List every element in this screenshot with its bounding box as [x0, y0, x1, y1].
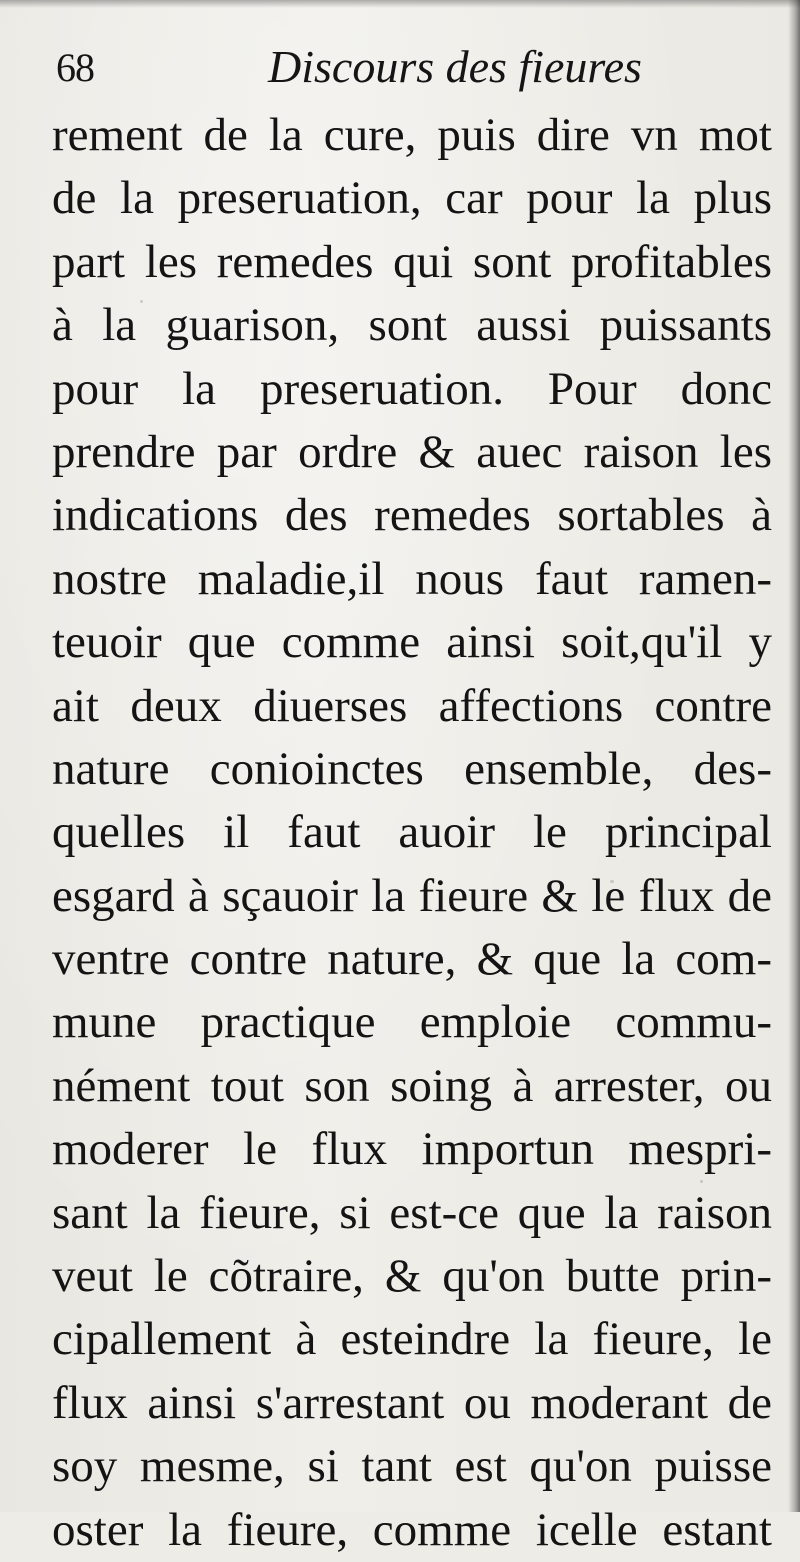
- text-line: soy mesme, si tant est qu'on puisse: [52, 1440, 772, 1493]
- text-line: pour la preseruation. Pour donc: [52, 362, 772, 415]
- text-line: nature conioinctes ensemble, des-: [52, 742, 772, 795]
- text-line: flux ainsi s'arrestant ou moderant de: [52, 1376, 772, 1429]
- text-line: nément tout son soing à arrester, ou: [52, 1059, 772, 1112]
- text-line: nostre maladie,il nous faut ramen-: [52, 552, 772, 605]
- text-line: ait deux diuerses affections contre: [52, 679, 772, 732]
- text-line: esgard à sçauoir la fieure & le flux de: [52, 869, 772, 922]
- running-title: Discours des fieures: [268, 41, 642, 92]
- text-line: veut le cõtraire, & qu'on butte prin-: [52, 1250, 772, 1303]
- page-top-shadow: [0, 0, 800, 8]
- text-line: à la guarison, sont aussi puissants: [52, 299, 772, 352]
- text-line: moderer le flux importun mespri-: [52, 1123, 772, 1176]
- text-line: part les remedes qui sont profitables: [52, 235, 772, 288]
- text-line: sant la fieure, si est-ce que la raison: [52, 1186, 772, 1239]
- text-line: cipallement à esteindre la fieure, le: [52, 1313, 772, 1366]
- text-line: mune practique emploie commu-: [52, 996, 772, 1049]
- text-line: indications des remedes sortables à: [52, 489, 772, 542]
- text-line: quelles il faut auoir le principal: [52, 806, 772, 859]
- text-line: oster la fieure, comme icelle estant: [52, 1503, 772, 1556]
- text-line: rement de la cure, puis dire vn mot: [52, 109, 772, 161]
- body-text: [52, 104, 772, 1562]
- page-number: 68: [56, 45, 94, 90]
- text-line: teuoir que comme ainsi soit,qu'il y: [52, 616, 772, 669]
- page-header: [56, 40, 776, 110]
- text-line: ventre contre nature, & que la com-: [52, 933, 772, 986]
- page-right-edge: [788, 0, 800, 1512]
- text-line: prendre par ordre & auec raison les: [52, 425, 772, 478]
- text-line: de la preseruation, car pour la plus: [52, 172, 772, 225]
